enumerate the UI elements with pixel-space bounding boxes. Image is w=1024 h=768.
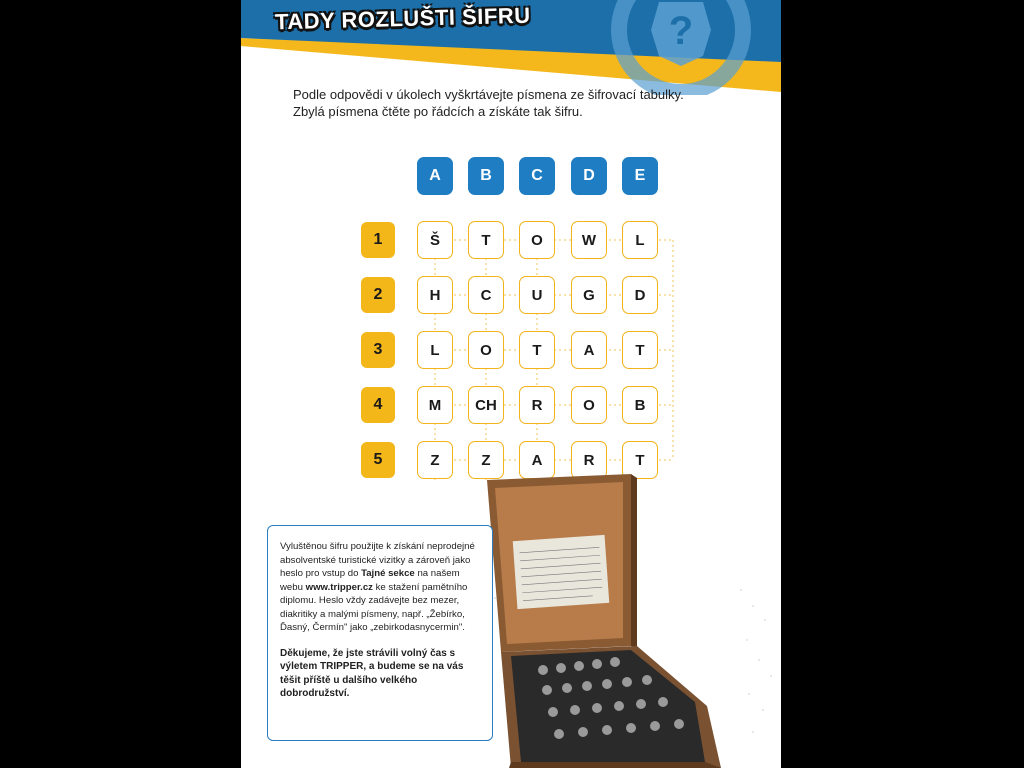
column-header-c: C	[519, 157, 555, 195]
row-header-4: 4	[361, 387, 395, 423]
cipher-cell-1e: L	[622, 221, 658, 259]
cipher-cell-3d: A	[571, 331, 607, 369]
cipher-cell-5b: Z	[468, 441, 504, 479]
cipher-cell-5e: T	[622, 441, 658, 479]
row-header-1: 1	[361, 222, 395, 258]
secret-section-name: Tajné sekce	[361, 568, 415, 579]
cipher-cell-2e: D	[622, 276, 658, 314]
thanks-text: Děkujeme, že jste strávili volný čas s výletem TRIPPER, a budeme se na vás těšit příště u dalšího velkého dobrodružství.	[280, 647, 464, 699]
cipher-cell-4d: O	[571, 386, 607, 424]
cipher-cell-3a: L	[417, 331, 453, 369]
info-paragraph	[280, 540, 480, 635]
instruction-line-2: Zbylá písmena čtěte po řádcích a získáte tak šifru.	[293, 104, 583, 119]
enigma-machine-image	[481, 470, 781, 768]
row-header-3: 3	[361, 332, 395, 368]
info-text-2: na našem webu	[280, 568, 460, 593]
info-text-1: Vyluštěnou šifru použijte k získání neprodejné absolventské turistické vizitky a zároveň jako heslo pro vstup do	[280, 541, 475, 579]
cipher-cell-5a: Z	[417, 441, 453, 479]
cipher-cell-4e: B	[622, 386, 658, 424]
cipher-cell-3c: T	[519, 331, 555, 369]
column-header-d: D	[571, 157, 607, 195]
cipher-cell-2a: H	[417, 276, 453, 314]
cipher-cell-4c: R	[519, 386, 555, 424]
cipher-cell-1c: O	[519, 221, 555, 259]
cipher-cell-5d: R	[571, 441, 607, 479]
worksheet-page	[241, 0, 781, 768]
page-title: TADY ROZLUŠTI ŠIFRU	[274, 2, 531, 35]
row-header-5: 5	[361, 442, 395, 478]
cipher-cell-4a: M	[417, 386, 453, 424]
cipher-cell-2b: C	[468, 276, 504, 314]
info-box	[267, 525, 493, 741]
instruction-line-1: Podle odpovědi v úkolech vyškrtávejte písmena ze šifrovací tabulky.	[293, 87, 684, 102]
cipher-cell-4b: CH	[468, 386, 504, 424]
cipher-cell-1b: T	[468, 221, 504, 259]
info-text-3: ke stažení pamětního diplomu. Heslo vždy zadávejte bez mezer, diakritiky a malými písmeny, např. „Žebírko, Ďasný, Čermín" jako „zebirkodasnycermin".	[280, 581, 468, 633]
website-link[interactable]: www.tripper.cz	[305, 581, 373, 593]
cipher-cell-2c: U	[519, 276, 555, 314]
column-header-a: A	[417, 157, 453, 195]
cipher-cell-1d: W	[571, 221, 607, 259]
cipher-cell-3b: O	[468, 331, 504, 369]
cipher-cell-1a: Š	[417, 221, 453, 259]
cipher-cell-2d: G	[571, 276, 607, 314]
column-header-e: E	[622, 157, 658, 195]
cipher-cell-5c: A	[519, 441, 555, 479]
svg-text:?: ?	[668, 9, 694, 53]
cipher-cell-3e: T	[622, 331, 658, 369]
row-header-2: 2	[361, 277, 395, 313]
column-header-b: B	[468, 157, 504, 195]
